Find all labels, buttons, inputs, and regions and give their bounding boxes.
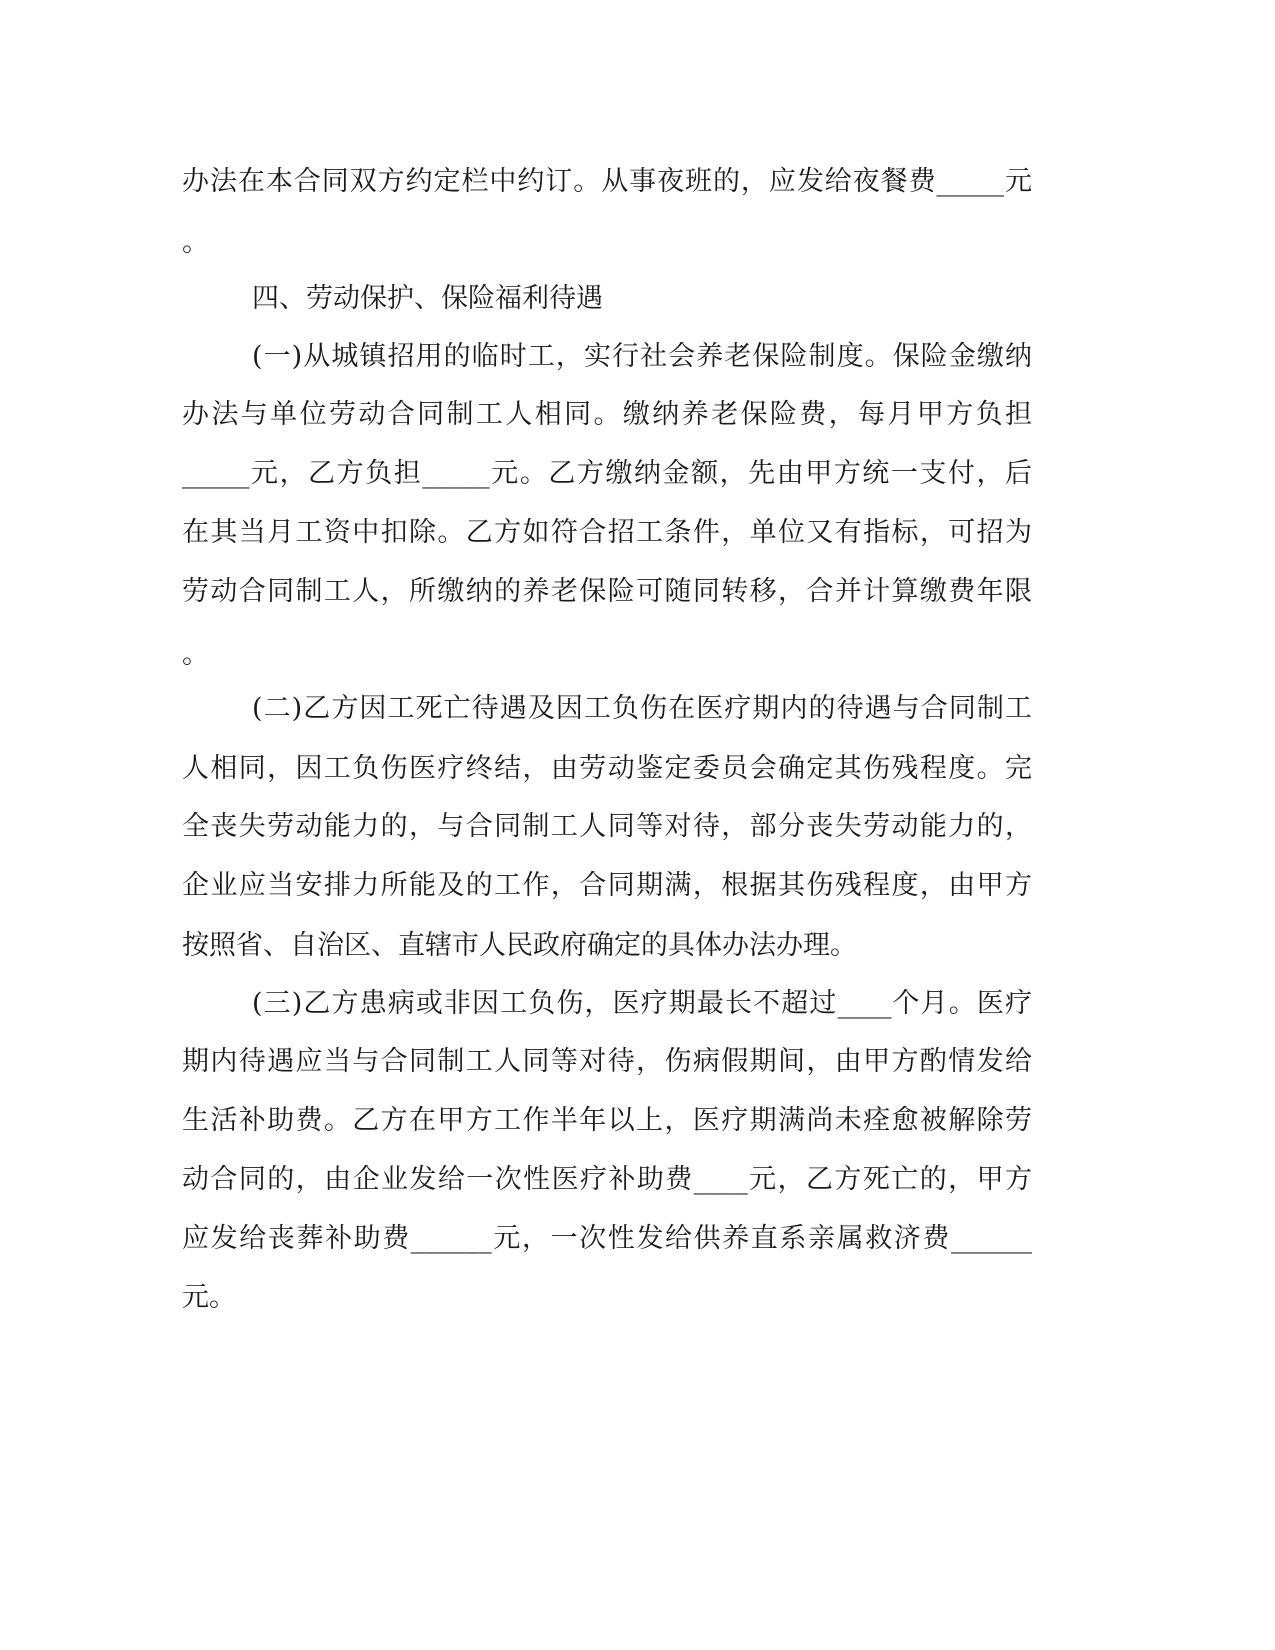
text-line: 企业应当安排力所能及的工作，合同期满，根据其伤残程度，由甲方 xyxy=(182,870,1032,901)
section-heading: 四、劳动保护、保险福利待遇 xyxy=(252,283,603,314)
text-line: 动合同的，由企业发给一次性医疗补助费____元，乙方死亡的，甲方 xyxy=(182,1164,1032,1195)
text-line: 。 xyxy=(182,639,209,670)
text-line: 办法在本合同双方约定栏中约订。从事夜班的，应发给夜餐费_____元 xyxy=(182,166,1032,197)
text-line: 期内待遇应当与合同制工人同等对待，伤病假期间，由甲方酌情发给 xyxy=(182,1046,1032,1077)
text-line: 。 xyxy=(182,227,209,258)
text-line: 在其当月工资中扣除。乙方如符合招工条件，单位又有指标，可招为 xyxy=(182,517,1032,548)
text-line: (二)乙方因工死亡待遇及因工负伤在医疗期内的待遇与合同制工 xyxy=(252,693,1032,724)
text-line: 元。 xyxy=(182,1282,236,1313)
text-line: 应发给丧葬补助费______元，一次性发给供养直系亲属救济费______ xyxy=(182,1223,1032,1254)
text-line: 生活补助费。乙方在甲方工作半年以上，医疗期满尚未痊愈被解除劳 xyxy=(182,1105,1032,1136)
text-line: _____元，乙方负担_____元。乙方缴纳金额，先由甲方统一支付，后 xyxy=(182,458,1032,489)
text-line: (一)从城镇招用的临时工，实行社会养老保险制度。保险金缴纳 xyxy=(252,341,1032,372)
text-line: 劳动合同制工人，所缴纳的养老保险可随同转移，合并计算缴费年限 xyxy=(182,576,1032,607)
text-line: 人相同，因工负伤医疗终结，由劳动鉴定委员会确定其伤残程度。完 xyxy=(182,753,1032,784)
text-line: (三)乙方患病或非因工负伤，医疗期最长不超过____个月。医疗 xyxy=(252,988,1032,1019)
text-line: 按照省、自治区、直辖市人民政府确定的具体办法办理。 xyxy=(182,930,857,961)
text-line: 办法与单位劳动合同制工人相同。缴纳养老保险费，每月甲方负担 xyxy=(182,399,1032,430)
text-line: 全丧失劳动能力的，与合同制工人同等对待，部分丧失劳动能力的， xyxy=(182,811,1032,842)
